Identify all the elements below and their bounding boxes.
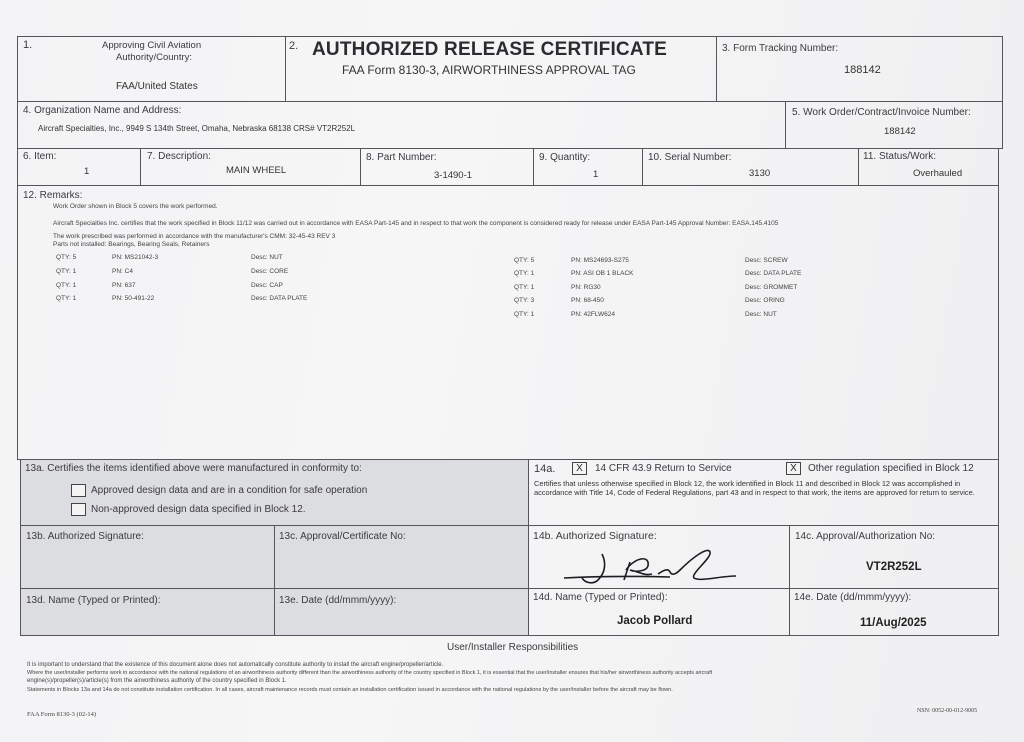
block-13a <box>20 459 529 526</box>
parts-right-qty: QTY: 5 <box>514 257 535 264</box>
form-number: FAA Form 8130-3 (02-14) <box>27 711 97 718</box>
remarks-line-1: Work Order shown in Block 5 covers the work performed. <box>53 203 218 210</box>
remarks-line-3: The work prescribed was performed in accordance with the manufacturer's CMM: 32-45-43 REV 3 <box>53 233 336 240</box>
parts-left-pn: PN: C4 <box>112 268 133 275</box>
other-regulation-checkbox[interactable]: X <box>786 462 801 475</box>
parts-left-desc: Desc: DATA PLATE <box>251 295 308 302</box>
block-12-remarks <box>17 185 999 460</box>
approval-authorization-number: VT2R252L <box>866 561 922 573</box>
block-7 <box>140 148 361 186</box>
return-to-service-label: 14 CFR 43.9 Return to Service <box>595 463 732 474</box>
footer-line-1: It is important to understand that the existence of this document alone does not automatically constitute authority to install the aircraft engine/propeller/article. <box>27 662 444 668</box>
block-14a-label: 14a. <box>534 463 556 475</box>
non-approved-design-checkbox[interactable] <box>71 503 86 516</box>
status-work-value: Overhauled <box>913 168 963 179</box>
remarks-line-2: Aircraft Specialties Inc. certifies that the work specified in Block 11/12 was carried out in accordance with EASA Part-145 and in respect to that work the component is considered ready for release under EASA Part-145 Approval Number: EASA.145.4105 <box>53 220 779 227</box>
approved-design-label: Approved design data and are in a condition for safe operation <box>91 485 368 496</box>
block-8 <box>360 148 534 186</box>
parts-left-desc: Desc: CAP <box>251 282 283 289</box>
parts-right-desc: Desc: NUT <box>745 311 777 318</box>
remarks-line-4: Parts not installed: Bearings, Bearing Seals, Retainers <box>53 241 210 248</box>
block-14c-label: 14c. Approval/Authorization No: <box>795 531 936 542</box>
block-11 <box>858 148 999 186</box>
parts-right-pn: PN: MS24693-S275 <box>571 257 629 264</box>
block-8-label: 8. Part Number: <box>366 152 437 163</box>
user-installer-heading: User/Installer Responsibilities <box>447 642 579 653</box>
parts-left-pn: PN: MS21042-3 <box>112 254 159 261</box>
block-12-label: 12. Remarks: <box>23 190 83 201</box>
parts-left-qty: QTY: 1 <box>56 295 77 302</box>
block-14d-label: 14d. Name (Typed or Printed): <box>533 592 668 603</box>
parts-right-desc: Desc: GROMMET <box>745 284 798 291</box>
block-4 <box>17 101 786 149</box>
parts-left-qty: QTY: 1 <box>56 282 77 289</box>
block-3-label: 3. Form Tracking Number: <box>722 43 839 54</box>
block-9-label: 9. Quantity: <box>539 152 591 163</box>
parts-right-desc: Desc: DATA PLATE <box>745 270 802 277</box>
block-14e <box>789 588 999 636</box>
parts-right-pn: PN: RG30 <box>571 284 601 291</box>
parts-left-pn: PN: 50-491-22 <box>112 295 155 302</box>
organization-address: Aircraft Specialties, Inc., 9949 S 134th Street, Omaha, Nebraska 68138 CRS# VT2R252L <box>38 124 356 133</box>
part-number-value: 3-1490-1 <box>434 170 473 181</box>
form-subtitle: FAA Form 8130-3, AIRWORTHINESS APPROVAL TAG <box>342 63 636 77</box>
block-13d <box>20 588 275 636</box>
block-3 <box>716 36 1003 102</box>
other-regulation-label: Other regulation specified in Block 12 <box>808 463 974 474</box>
quantity-value: 1 <box>593 169 599 180</box>
block-14a-statement: Certifies that unless otherwise specified in Block 12, the work identified in Block 11 and described in Block 12 was accomplished in accordance with Title 14, Code of Federal Regulations, part 43 and in respect to that work, the items are approved for return to service. <box>534 479 975 497</box>
work-order-number: 188142 <box>884 126 916 137</box>
block-1-number: 1. <box>23 39 33 51</box>
block-14a <box>528 459 999 526</box>
block-14d <box>528 588 790 636</box>
block-1-label-line1: Approving Civil Aviation <box>102 40 202 51</box>
parts-left-qty: QTY: 5 <box>56 254 77 261</box>
printed-name: Jacob Pollard <box>617 615 693 627</box>
block-13d-label: 13d. Name (Typed or Printed): <box>26 595 161 606</box>
approved-design-checkbox[interactable] <box>71 484 86 497</box>
footer-line-2: Where the user/installer performs work in accordance with the national regulations of an airworthiness authority different than the airworthiness authority of the country specified in Block 1, it is essential that the user/installer ensures that his/her airworthiness authority accepts aircraft <box>27 670 713 676</box>
footer-line-4: Statements in Blocks 13a and 14a do not constitute installation certification. In all cases, aircraft maintenance records must contain an installation certification issued in accordance with the national regulations by the user/installer before the aircraft may be flown. <box>27 687 673 693</box>
block-1-value: FAA/United States <box>116 81 198 92</box>
parts-right-qty: QTY: 1 <box>514 284 535 291</box>
serial-number-value: 3130 <box>749 168 771 179</box>
description-value: MAIN WHEEL <box>226 165 287 176</box>
block-10 <box>642 148 859 186</box>
parts-right-desc: Desc: SCREW <box>745 257 788 264</box>
block-7-label: 7. Description: <box>147 151 211 162</box>
parts-left-pn: PN: 637 <box>112 282 136 289</box>
block-6 <box>17 148 141 186</box>
block-5-label: 5. Work Order/Contract/Invoice Number: <box>792 107 971 118</box>
block-13e-label: 13e. Date (dd/mmm/yyyy): <box>279 595 397 606</box>
block-13c-label: 13c. Approval/Certificate No: <box>279 531 406 542</box>
block-13a-label: 13a. Certifies the items identified above were manufactured in conformity to: <box>25 463 362 474</box>
footer-line-3: engine(s)/propeller(s)/article(s) from the airworthiness authority of the country specified in Block 1. <box>27 678 287 684</box>
non-approved-design-label: Non-approved design data specified in Block 12. <box>91 504 306 515</box>
block-14e-label: 14e. Date (dd/mmm/yyyy): <box>794 592 912 603</box>
block-10-label: 10. Serial Number: <box>648 152 732 163</box>
block-14c <box>789 525 999 589</box>
block-13b-label: 13b. Authorized Signature: <box>26 531 144 542</box>
block-4-label: 4. Organization Name and Address: <box>23 105 182 116</box>
parts-left-qty: QTY: 1 <box>56 268 77 275</box>
block-2-number: 2. <box>289 40 299 52</box>
parts-right-pn: PN: 68-450 <box>571 297 604 304</box>
form-title: AUTHORIZED RELEASE CERTIFICATE <box>312 39 668 60</box>
block-13e <box>274 588 529 636</box>
parts-right-desc: Desc: ORING <box>745 297 785 304</box>
return-to-service-checkbox[interactable]: X <box>572 462 587 475</box>
block-5 <box>785 101 1003 149</box>
parts-right-qty: QTY: 3 <box>514 297 535 304</box>
block-6-label: 6. Item: <box>23 151 57 162</box>
parts-right-qty: QTY: 1 <box>514 311 535 318</box>
parts-right-qty: QTY: 1 <box>514 270 535 277</box>
block-11-label: 11. Status/Work: <box>863 151 936 162</box>
parts-right-pn: PN: ASI OB 1 BLACK <box>571 270 634 277</box>
block-1-label-line2: Authority/Country: <box>116 52 193 63</box>
block-13c <box>274 525 529 589</box>
parts-right-pn: PN: 42FLW624 <box>571 311 615 318</box>
block-13b <box>20 525 275 589</box>
parts-left-desc: Desc: NUT <box>251 254 283 261</box>
parts-left-desc: Desc: CORE <box>251 268 289 275</box>
block-14b-label: 14b. Authorized Signature: <box>533 530 657 542</box>
item-value: 1 <box>84 166 90 177</box>
form-tracking-number: 188142 <box>844 64 881 76</box>
block-9 <box>533 148 643 186</box>
authorized-signature-image <box>560 540 750 588</box>
block-1 <box>17 36 286 102</box>
release-date: 11/Aug/2025 <box>860 617 927 629</box>
nsn-number: NSN: 0052-00-012-9005 <box>917 708 978 714</box>
